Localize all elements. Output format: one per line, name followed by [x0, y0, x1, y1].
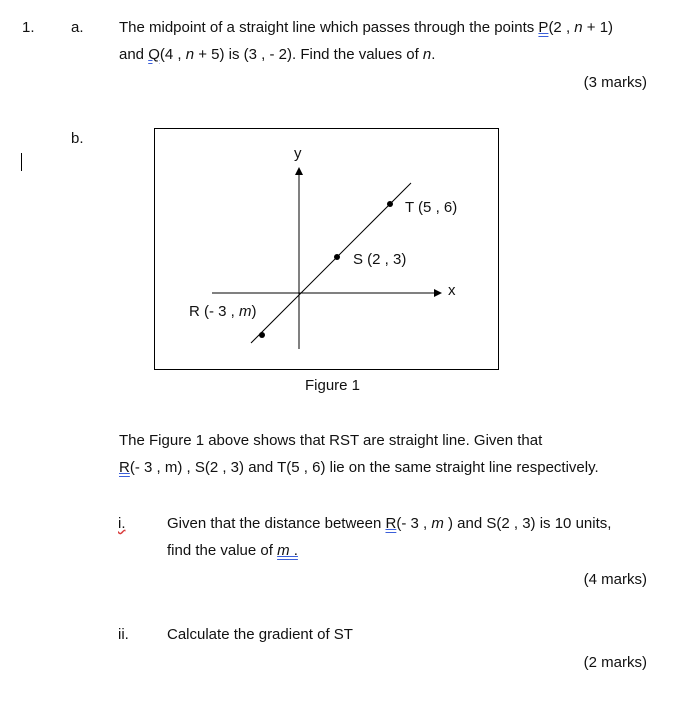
sub-i-line1-end: ) and S(2 , 3) is 10 units, [443, 515, 612, 532]
q-end: + 5) is (3 , - 2). Find the values of [194, 46, 423, 63]
y-axis-arrow [295, 167, 303, 175]
x-axis-arrow [434, 289, 442, 297]
part-a-line-1 [119, 19, 613, 37]
p-coords: (2 , [548, 19, 575, 36]
point-r-suffix: ) [251, 303, 257, 320]
part-a-marks: (3 marks) [583, 74, 647, 91]
part-b-intro-line-2 [119, 459, 599, 477]
sub-i-line1-mid: (- 3 , [396, 515, 432, 532]
q-var: n [185, 46, 195, 63]
x-axis-label: x [448, 282, 456, 299]
sub-ii-marks: (2 marks) [583, 654, 647, 671]
sub-i-line2-start: find the value of [167, 542, 278, 559]
intro-r-label: R [119, 459, 130, 476]
point-t-label: T (5 , 6) [405, 199, 458, 216]
sub-i-line-2 [167, 542, 298, 560]
point-q-label: Q [148, 46, 160, 63]
p-end: + 1) [582, 19, 614, 36]
figure-caption: Figure 1 [305, 377, 361, 394]
point-r-prefix: R (- 3 , [189, 303, 240, 320]
point-r-var: m [239, 303, 252, 320]
part-b-label: b. [71, 130, 84, 147]
sub-i-label-text: i. [118, 515, 126, 532]
sub-i-marks: (4 marks) [583, 571, 647, 588]
text-cursor [21, 153, 22, 171]
n-var: n [422, 46, 432, 63]
sub-i-label [118, 515, 126, 533]
part-b-intro-line-1: The Figure 1 above shows that RST are straight line. Given that [119, 432, 543, 449]
part-a-line-2 [119, 46, 435, 64]
sub-i-r-label: R [385, 515, 397, 532]
point-s [334, 254, 340, 260]
sub-i-line2-m: m [277, 542, 290, 559]
part-a-line2-start: and [119, 46, 149, 63]
part-a-period: . [431, 46, 436, 63]
sub-ii-label: ii. [118, 626, 129, 643]
point-t [387, 201, 393, 207]
sub-i-line-1 [167, 515, 611, 533]
point-r-label [189, 303, 257, 320]
figure-1-frame [154, 128, 499, 370]
y-axis-label: y [294, 145, 302, 162]
sub-i-line2-end: . [289, 542, 298, 559]
point-r [259, 332, 265, 338]
part-a-line1-text: The midpoint of a straight line which passes through the points [119, 19, 539, 36]
q-coords: (4 , [159, 46, 186, 63]
sub-i-m-var: m [431, 515, 444, 532]
point-p-label: P [538, 19, 549, 36]
question-number: 1. [22, 19, 35, 36]
sub-i-line1-start: Given that the distance between [167, 515, 386, 532]
sub-ii-text: Calculate the gradient of ST [167, 626, 353, 643]
part-a-label: a. [71, 19, 84, 36]
point-s-label: S (2 , 3) [353, 251, 407, 268]
p-var: n [574, 19, 583, 36]
figure-1-graph [155, 129, 500, 371]
intro-line2-rest: (- 3 , m) , S(2 , 3) and T(5 , 6) lie on the same straight line respectively. [129, 459, 599, 476]
